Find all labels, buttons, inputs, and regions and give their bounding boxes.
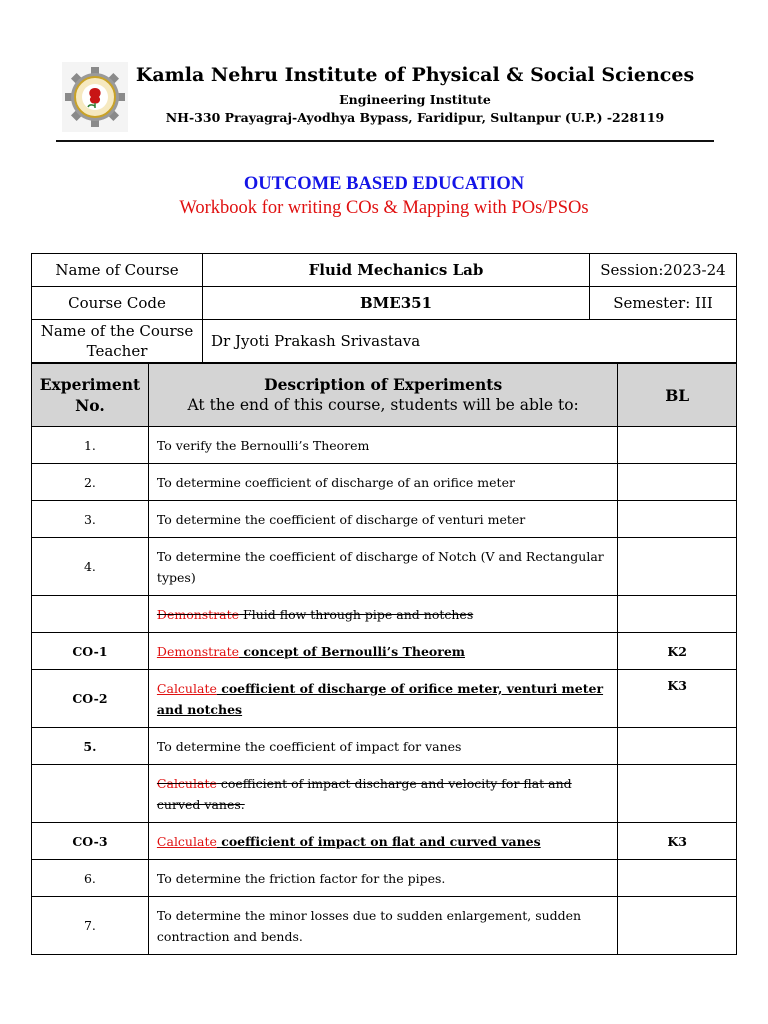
experiment-no: 2. xyxy=(32,464,149,501)
experiment-desc: To determine the coefficient of discharge of Notch (V and Rectangular types) xyxy=(148,538,617,596)
table-row xyxy=(32,860,737,897)
experiment-no: 3. xyxy=(32,501,149,538)
institute-header xyxy=(56,56,714,142)
struck-outcome-desc xyxy=(148,765,617,823)
course-info-table xyxy=(31,253,737,363)
experiment-bl xyxy=(618,728,737,765)
course-name-label: Name of Course xyxy=(32,254,203,287)
experiment-no-header xyxy=(32,363,149,427)
course-teacher-label-line2: Teacher xyxy=(86,342,148,360)
co-bl: K3 xyxy=(618,670,737,728)
session-value: Session:2023-24 xyxy=(590,254,737,287)
experiments-table xyxy=(31,362,737,955)
table-row xyxy=(32,670,737,728)
experiment-bl xyxy=(618,860,737,897)
table-row xyxy=(32,728,737,765)
table-row xyxy=(32,464,737,501)
table-row xyxy=(32,538,737,596)
course-code-label: Course Code xyxy=(32,287,203,320)
experiment-bl xyxy=(618,596,737,633)
experiment-no xyxy=(32,596,149,633)
experiment-no-header-line1: Experiment xyxy=(39,375,141,394)
experiment-no: 7. xyxy=(32,897,149,955)
experiment-desc: To determine the friction factor for the pipes. xyxy=(148,860,617,897)
experiment-no: 5. xyxy=(32,728,149,765)
experiment-desc: To verify the Bernoulli’s Theorem xyxy=(148,427,617,464)
outcome-text: coefficient of impact on flat and curved vanes xyxy=(216,833,541,849)
description-header xyxy=(148,363,617,427)
description-header-line1: Description of Experiments xyxy=(264,375,503,394)
header-divider xyxy=(56,140,714,142)
struck-outcome-desc xyxy=(148,596,617,633)
action-verb: Calculate xyxy=(156,680,217,696)
experiment-no: 6. xyxy=(32,860,149,897)
experiment-bl xyxy=(618,501,737,538)
obe-subtitle: Workbook for writing COs & Mapping with POs/PSOs xyxy=(179,198,589,218)
table-row xyxy=(32,765,737,823)
table-row xyxy=(32,823,737,860)
course-code-value: BME351 xyxy=(203,287,590,320)
description-header-line2: At the end of this course, students will be able to: xyxy=(187,396,579,414)
action-verb: Demonstrate xyxy=(156,643,240,659)
outcome-text: coefficient of impact discharge and velocity for flat and curved vanes. xyxy=(156,775,572,812)
experiment-desc: To determine the minor losses due to sudden enlargement, sudden contraction and bends. xyxy=(148,897,617,955)
course-teacher-label-line1: Name of the Course xyxy=(40,322,194,340)
outcome-text: Fluid flow through pipe and notches xyxy=(239,606,474,622)
action-verb: Demonstrate xyxy=(156,606,240,622)
co-desc xyxy=(148,670,617,728)
course-teacher-row xyxy=(32,320,737,363)
semester-value: Semester: III xyxy=(590,287,737,320)
experiment-desc: To determine the coefficient of impact for vanes xyxy=(148,728,617,765)
experiment-no: 4. xyxy=(32,538,149,596)
course-name-row xyxy=(32,254,737,287)
course-name-value: Fluid Mechanics Lab xyxy=(203,254,590,287)
experiment-no xyxy=(32,765,149,823)
co-bl: K3 xyxy=(618,823,737,860)
experiment-no: 1. xyxy=(32,427,149,464)
experiment-bl xyxy=(618,538,737,596)
co-no: CO-1 xyxy=(32,633,149,670)
experiment-desc: To determine coefficient of discharge of an orifice meter xyxy=(148,464,617,501)
course-code-row xyxy=(32,287,737,320)
experiment-desc: To determine the coefficient of discharge of venturi meter xyxy=(148,501,617,538)
co-no: CO-3 xyxy=(32,823,149,860)
institute-name: Kamla Nehru Institute of Physical & Social Sciences xyxy=(135,64,695,86)
table-row xyxy=(32,501,737,538)
table-row xyxy=(32,897,737,955)
action-verb: Calculate xyxy=(156,775,217,791)
bl-header: BL xyxy=(618,363,737,427)
institute-address: NH-330 Prayagraj-Ayodhya Bypass, Faridipur, Sultanpur (U.P.) -228119 xyxy=(165,110,665,125)
action-verb: Calculate xyxy=(156,833,217,849)
experiment-bl xyxy=(618,464,737,501)
experiment-bl xyxy=(618,765,737,823)
table-row xyxy=(32,633,737,670)
outcome-text: concept of Bernoulli’s Theorem xyxy=(239,643,465,659)
experiment-no-header-line2: No. xyxy=(75,396,105,415)
experiments-header-row xyxy=(32,363,737,427)
institute-subtitle: Engineering Institute xyxy=(339,92,491,107)
outcome-text: coefficient of discharge of orifice meter, venturi meter and notches xyxy=(156,680,604,717)
table-row xyxy=(32,596,737,633)
co-bl: K2 xyxy=(618,633,737,670)
obe-title: OUTCOME BASED EDUCATION xyxy=(243,174,525,194)
course-teacher-label xyxy=(32,320,203,363)
course-teacher-value: Dr Jyoti Prakash Srivastava xyxy=(203,320,737,363)
table-row xyxy=(32,427,737,464)
co-desc xyxy=(148,823,617,860)
co-desc xyxy=(148,633,617,670)
experiment-bl xyxy=(618,427,737,464)
co-no: CO-2 xyxy=(32,670,149,728)
experiment-bl xyxy=(618,897,737,955)
